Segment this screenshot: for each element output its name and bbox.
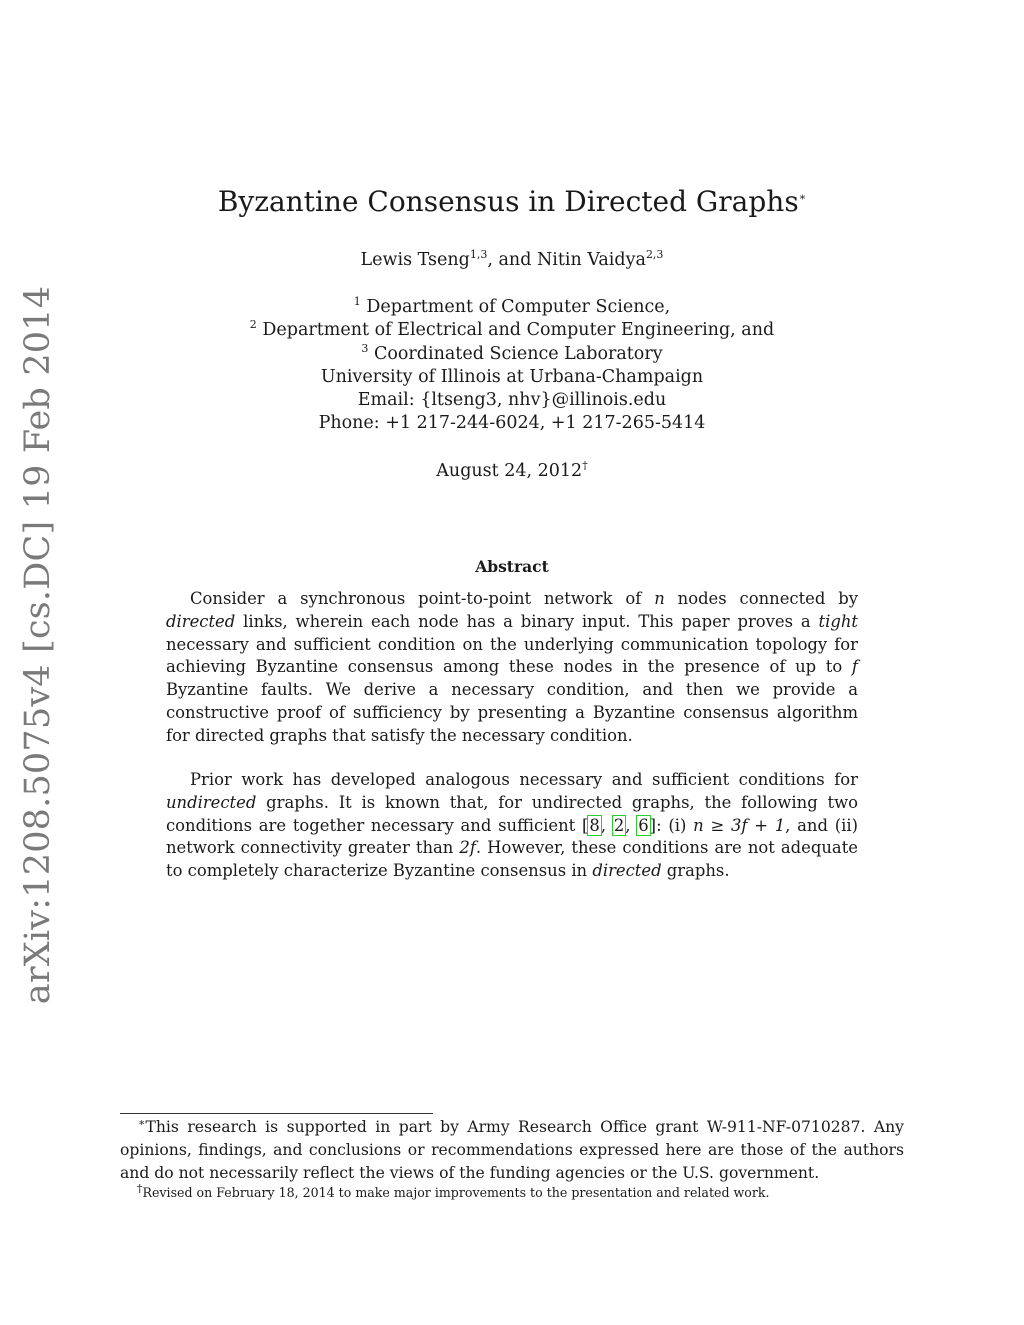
title-footnote-mark: ∗ bbox=[798, 190, 807, 204]
affiliation-1-mark: 1 bbox=[353, 295, 361, 309]
author-line bbox=[0, 250, 1024, 270]
p1-text-d: necessary and sufficient condition on the underlying communication topology for achieving Byzantine consensus among these nodes in the presence of up to bbox=[166, 634, 858, 677]
affiliation-2-text: Department of Electrical and Computer Engineering, and bbox=[262, 320, 775, 341]
contact-phone: Phone: +1 217-244-6024, +1 217-265-5414 bbox=[318, 413, 706, 434]
paper-title bbox=[0, 185, 1024, 218]
footnote-2-text: Revised on February 18, 2014 to make major improvements to the presentation and related work. bbox=[142, 1185, 770, 1200]
author-2-affil: 2,3 bbox=[645, 248, 664, 262]
footnote-rule bbox=[120, 1113, 433, 1114]
footnote-2 bbox=[137, 1181, 907, 1200]
footnote-1-mark: ∗ bbox=[138, 1115, 146, 1129]
abstract-paragraph-2: Prior work has developed analogous necessary and sufficient conditions for undirected graphs. It is known that, for undirected graphs, the following two conditions are together necessary and sufficient [8, 2, 6]: (i) n ≥ 3f + 1, and (ii) network connectivity greater than 2f. However, these conditions are not adequate to completely characterize Byzantine consensus in directed graphs. bbox=[166, 770, 859, 881]
footnote-1-text: This research is supported in part by Army Research Office grant W-911-NF-0710287. Any opinions, findings, and conclusions or recommendations expressed here are those of the authors and do not necessarily reflect the views of the funding agencies or the U.S. government. bbox=[120, 1118, 904, 1182]
p2-emph-undirected: undirected bbox=[166, 792, 257, 812]
university: University of Illinois at Urbana-Champaign bbox=[320, 366, 704, 387]
p2-text-d: , and (ii) network connectivity greater than bbox=[166, 815, 859, 858]
p1-text-c: links, wherein each node has a binary input. This paper proves a bbox=[235, 611, 819, 631]
affiliation-2-mark: 2 bbox=[249, 318, 257, 332]
affiliation-1 bbox=[0, 296, 1024, 319]
p1-text-e: Byzantine faults. We derive a necessary condition, and then we provide a constructive proof of sufficiency by presenting a Byzantine consensus algorithm for directed graphs that satisfy the necessary condition. bbox=[166, 680, 858, 745]
date-footnote-mark: † bbox=[582, 459, 588, 473]
affiliations bbox=[0, 296, 1024, 436]
affiliation-3 bbox=[0, 343, 1024, 366]
p1-math-n: n bbox=[654, 589, 665, 608]
p2-text-b: graphs. It is known that, for undirected graphs, the following two conditions are together necessary and sufficient [ bbox=[166, 792, 858, 835]
footnote-1 bbox=[120, 1116, 904, 1185]
p2-text-f: graphs. bbox=[661, 861, 730, 881]
affiliation-3-mark: 3 bbox=[361, 341, 369, 355]
affiliation-2 bbox=[0, 319, 1024, 342]
arxiv-identifier: arXiv:1208.5075v4 [cs.DC] 19 Feb 2014 bbox=[18, 285, 58, 1005]
p2-math-2f: 2f bbox=[459, 838, 476, 858]
arxiv-sidebar bbox=[8, 285, 68, 1005]
abstract-heading: Abstract bbox=[475, 557, 549, 576]
footnote-2-mark: † bbox=[137, 1181, 143, 1195]
p2-text-c: ]: (i) bbox=[649, 815, 694, 835]
citation-link[interactable]: 8 bbox=[589, 815, 600, 835]
abstract-paragraph-1 bbox=[166, 588, 858, 748]
title-text: Byzantine Consensus in Directed Graphs bbox=[217, 185, 799, 218]
affiliation-1-text: Department of Computer Science, bbox=[366, 297, 671, 317]
citation-link[interactable]: 2 bbox=[613, 815, 625, 835]
citation-link[interactable]: 6 bbox=[638, 815, 649, 835]
p1-math-f: f bbox=[851, 657, 858, 677]
affiliation-3-text: Coordinated Science Laboratory bbox=[373, 343, 663, 364]
paper-date bbox=[0, 461, 1024, 481]
author-separator: , and bbox=[487, 250, 537, 270]
p2-emph-directed: directed bbox=[592, 861, 662, 881]
author-1-affil: 1,3 bbox=[469, 248, 488, 262]
p2-text-e: . However, these conditions are not adequate to completely characterize Byzantine consensus in bbox=[166, 838, 858, 881]
p1-text-a: Consider a synchronous point-to-point network of bbox=[190, 589, 655, 608]
date-text: August 24, 2012 bbox=[436, 461, 583, 481]
p2-math-condition: n ≥ 3f + 1 bbox=[693, 815, 786, 835]
p1-text-b: nodes connected by bbox=[664, 589, 858, 608]
p2-text-a: Prior work has developed analogous necessary and sufficient conditions for bbox=[190, 770, 858, 789]
contact-email: Email: {ltseng3, nhv}@illinois.edu bbox=[357, 390, 667, 411]
author-1: Lewis Tseng bbox=[360, 250, 470, 270]
p1-emph-tight: tight bbox=[818, 611, 858, 631]
author-2: Nitin Vaidya bbox=[536, 250, 646, 270]
p1-emph-directed: directed bbox=[166, 611, 236, 631]
